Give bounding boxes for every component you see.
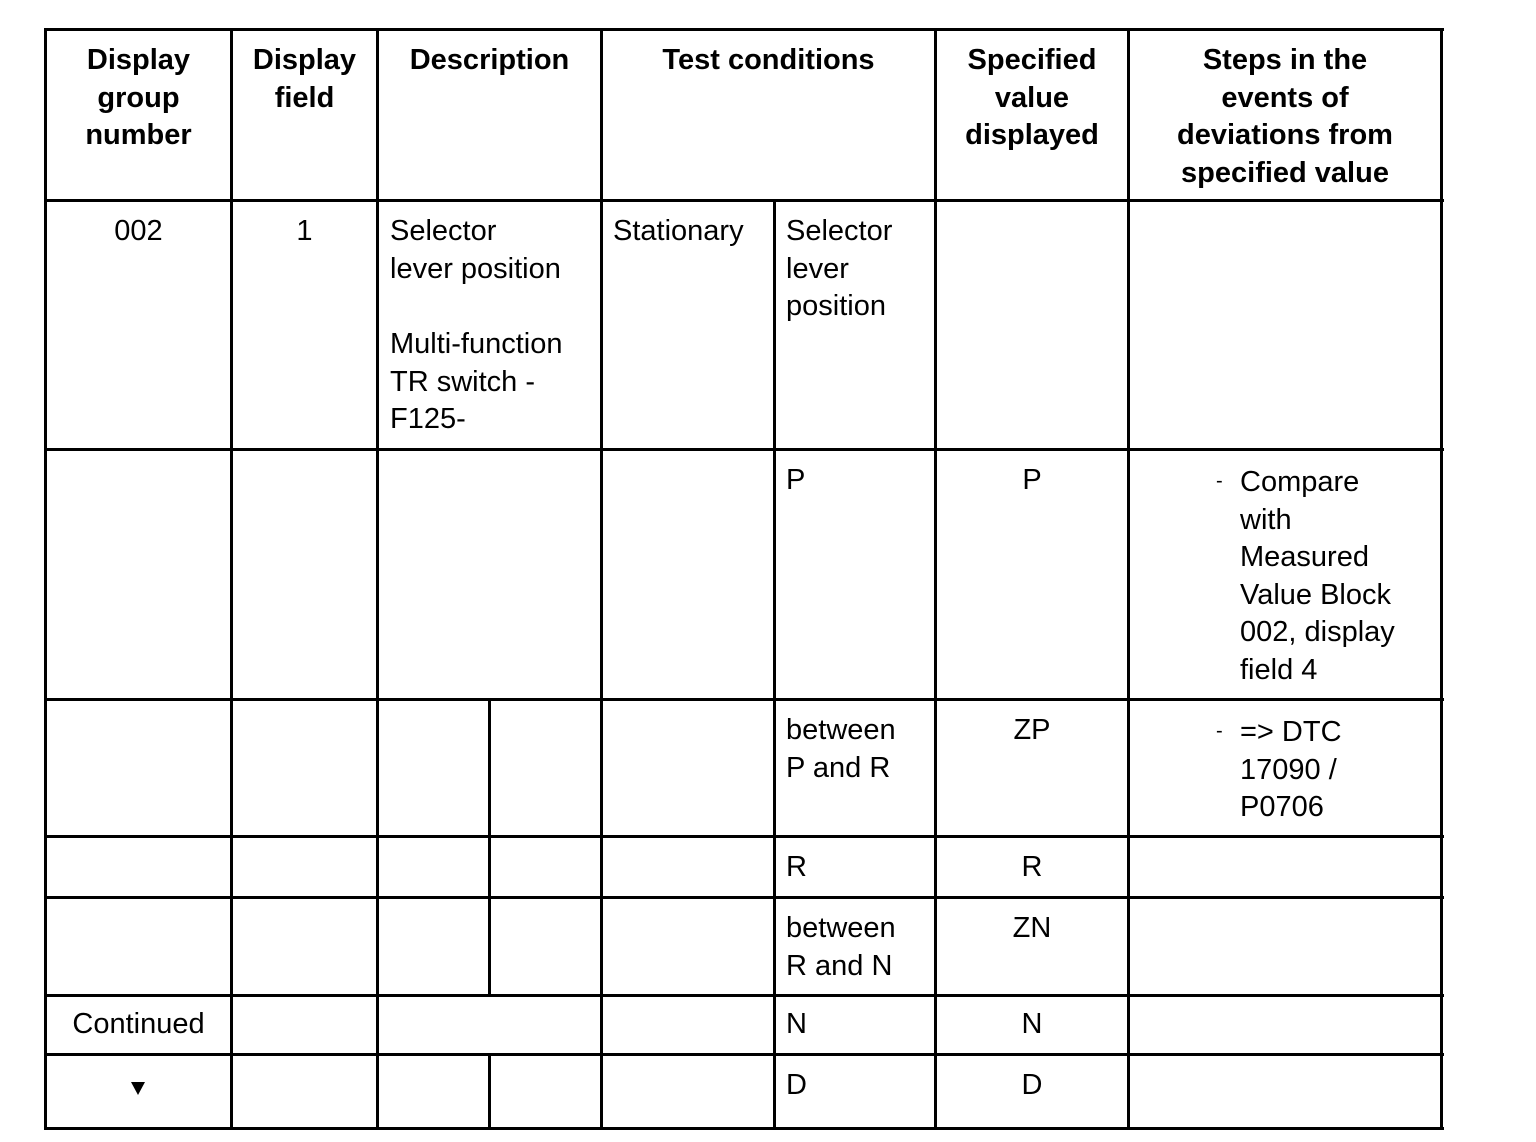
- test-condition-state: Stationary: [613, 215, 744, 247]
- header-test-conditions: Test conditions: [662, 44, 875, 76]
- test-condition-detail: Selector lever position: [786, 215, 893, 322]
- specified-value-cell: ZP: [1013, 714, 1051, 746]
- specified-value-cell: ZN: [1012, 912, 1052, 944]
- row-divider: [44, 448, 1444, 451]
- bullet-dash: -: [1216, 470, 1223, 492]
- specified-value-cell: N: [1021, 1008, 1043, 1040]
- row-divider: [44, 698, 1444, 701]
- bullet-dash: -: [1216, 720, 1223, 742]
- header-display-field: Display field: [252, 44, 357, 114]
- steps-cell: => DTC 17090 / P0706: [1240, 716, 1342, 823]
- row-divider: [44, 835, 1444, 838]
- header-specified-value: Specified value displayed: [965, 44, 1099, 151]
- specified-value-cell: D: [1021, 1069, 1043, 1101]
- position-cell: P: [786, 464, 806, 496]
- header-divider: [44, 199, 1444, 202]
- steps-cell: Compare with Measured Value Block 002, display field 4: [1240, 466, 1395, 686]
- table-border-top: [44, 28, 1444, 31]
- description-subdivider: [488, 1053, 491, 1130]
- position-cell: N: [786, 1008, 807, 1040]
- column-divider: [1127, 28, 1130, 1130]
- table-border-left: [44, 28, 47, 1130]
- column-divider: [600, 28, 603, 1130]
- display-field-cell: 1: [296, 215, 313, 247]
- position-cell: R: [786, 851, 807, 883]
- header-description: Description: [409, 44, 570, 76]
- column-divider: [934, 28, 937, 1130]
- continued-label: Continued: [72, 1008, 205, 1040]
- down-triangle-icon: [131, 1082, 145, 1095]
- header-group-number: Display group number: [85, 44, 192, 151]
- column-divider: [773, 199, 776, 1130]
- position-cell: D: [786, 1069, 807, 1101]
- row-divider: [44, 1053, 1444, 1056]
- description-subdivider: [488, 698, 491, 996]
- position-cell: between R and N: [786, 912, 896, 982]
- header-steps: Steps in the events of deviations from specified value: [1177, 44, 1393, 189]
- column-divider: [230, 28, 233, 1130]
- table-border-right: [1440, 28, 1443, 1130]
- group-number-cell: 002: [114, 215, 163, 247]
- position-cell: between P and R: [786, 714, 896, 784]
- table-border-bottom: [44, 1127, 1444, 1130]
- column-divider: [376, 28, 379, 1130]
- row-divider: [44, 994, 1444, 997]
- specified-value-cell: P: [1022, 464, 1042, 496]
- row-divider: [44, 896, 1444, 899]
- specified-value-cell: R: [1021, 851, 1043, 883]
- description-cell: Selector lever position Multi-function TR switch - F125-: [390, 215, 563, 435]
